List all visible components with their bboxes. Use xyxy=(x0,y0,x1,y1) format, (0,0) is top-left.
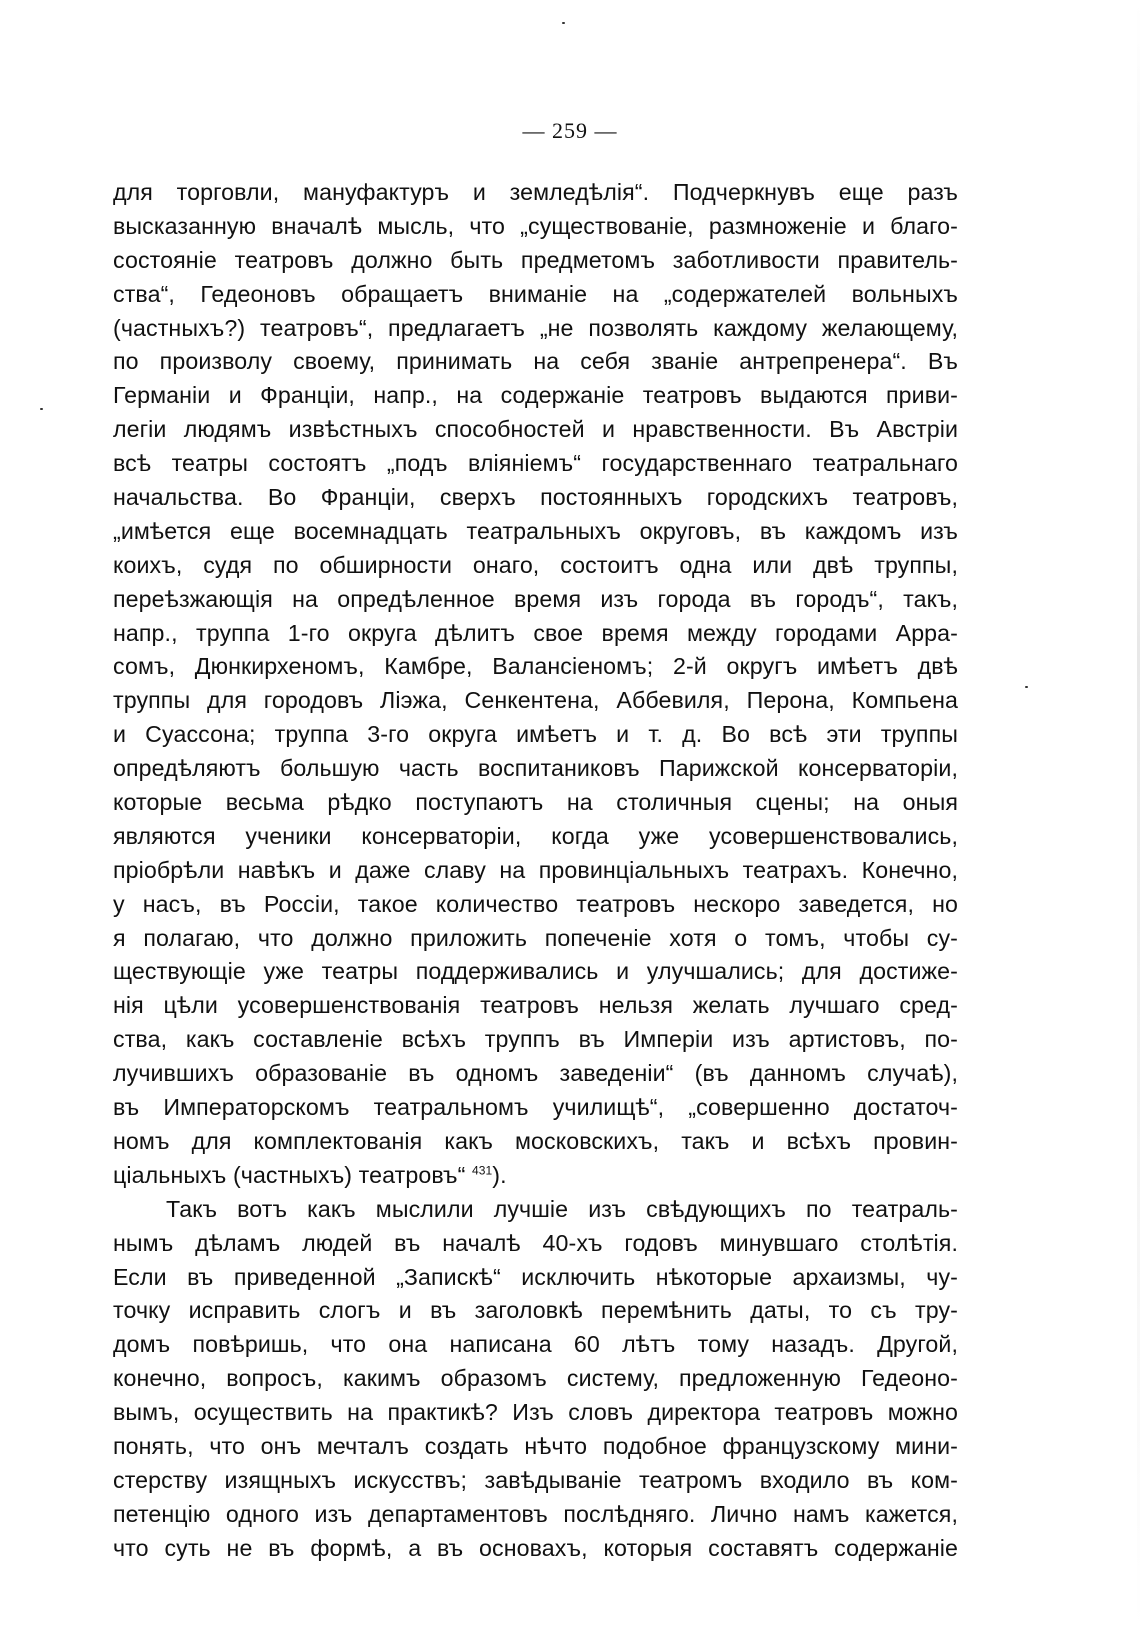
text-line: что суть не въ формѣ, а въ основахъ, которыя составятъ содержаніе xyxy=(113,1534,958,1561)
text-line: петенцію одного изъ департаментовъ послѣдняго. Лично намъ кажется, xyxy=(113,1500,958,1527)
text-line: которые весьма рѣдко поступаютъ на столичныя сцены; на оныя xyxy=(113,789,958,816)
text-line: точку исправить слогъ и въ заголовкѣ перемѣнить даты, то съ тру- xyxy=(113,1297,958,1324)
text-line: понять, что онъ мечталъ создать нѣчто подобное французскому мини- xyxy=(113,1432,958,1459)
text-line-content: ціальныхъ (частныхъ) театровъ“ xyxy=(113,1161,466,1188)
text-line-last xyxy=(113,1159,958,1193)
text-line: нымъ дѣламъ людей въ началѣ 40-хъ годовъ минувшаго столѣтія. xyxy=(113,1229,958,1256)
text-line: легіи людямъ извѣстныхъ способностей и нравственности. Въ Австріи xyxy=(113,416,958,443)
scan-speck xyxy=(1025,686,1028,688)
text-line: у насъ, въ Россіи, такое количество театровъ нескоро заведется, но xyxy=(113,890,958,917)
text-line: ства, какъ составленіе всѣхъ труппъ въ Имперіи изъ артистовъ, по- xyxy=(113,1026,958,1053)
text-line: состояніе театровъ должно быть предметомъ заботливости правитель- xyxy=(113,246,958,273)
text-line: переѣзжающія на опредѣленное время изъ города въ городъ“, такъ, xyxy=(113,585,958,612)
text-line: являются ученики консерваторіи, когда уже усовершенствовались, xyxy=(113,822,958,849)
text-line: нія цѣли усовершенствованія театровъ нельзя желать лучшаго сред- xyxy=(113,992,958,1019)
text-line: лучившихъ образованіе въ одномъ заведеніи“ (въ данномъ случаѣ), xyxy=(113,1060,958,1087)
text-line: домъ повѣришь, что она написана 60 лѣтъ тому назадъ. Другой, xyxy=(113,1331,958,1358)
text-line: я полагаю, что должно приложить попеченіе хотя о томъ, чтобы су- xyxy=(113,924,958,951)
text-line: опредѣляютъ большую часть воспитаниковъ Парижской консерваторіи, xyxy=(113,755,958,782)
text-line: номъ для комплектованія какъ московскихъ, такъ и всѣхъ провин- xyxy=(113,1127,958,1154)
scan-speck xyxy=(40,408,43,410)
text-line: въ Императорскомъ театральномъ училищѣ“, „совершенно достаточ- xyxy=(113,1094,958,1121)
body-text xyxy=(113,176,958,1566)
text-line: по произволу своему, принимать на себя званіе антрепренера“. Въ xyxy=(113,348,958,375)
text-line: высказанную вначалѣ мысль, что „существованіе, размноженіе и благо- xyxy=(113,212,958,239)
scan-speck xyxy=(562,22,565,24)
text-line: вымъ, осуществить на практикѣ? Изъ словъ директора театровъ можно xyxy=(113,1399,958,1426)
paragraph-1 xyxy=(113,176,958,1193)
text-line: конечно, вопросъ, какимъ образомъ систему, предложенную Гедеоно- xyxy=(113,1365,958,1392)
text-line: стерству изящныхъ искусствъ; завѣдываніе театромъ входило въ ком- xyxy=(113,1466,958,1493)
text-line: „имѣется еще восемнадцать театральныхъ округовъ, въ каждомъ изъ xyxy=(113,517,958,544)
text-line: для торговли, мануфактуръ и земледѣлія“. Подчеркнувъ еще разъ xyxy=(113,179,958,205)
text-line-tail: ). xyxy=(492,1161,507,1188)
text-line: начальства. Во Франціи, сверхъ постоянныхъ городскихъ театровъ, xyxy=(113,484,958,511)
text-line: Такъ вотъ какъ мыслили лучшіе изъ свѣдующихъ по театраль- xyxy=(166,1195,958,1222)
footnote-reference: 431 xyxy=(471,1163,493,1178)
text-line: Если въ приведенной „Запискѣ“ исключить нѣкоторые архаизмы, чу- xyxy=(113,1263,958,1290)
text-line: пріобрѣли навѣкъ и даже славу на провинціальныхъ театрахъ. Конечно, xyxy=(113,856,958,883)
text-line: всѣ театры состоятъ „подъ вліяніемъ“ государственнаго театральнаго xyxy=(113,450,958,477)
text-line: (частныхъ?) театровъ“, предлагаетъ „не позволять каждому желающему, xyxy=(113,314,958,341)
text-line: коихъ, судя по обширности онаго, состоитъ одна или двѣ труппы, xyxy=(113,551,958,578)
text-line: ществующіе уже театры поддерживались и улучшались; для достиже- xyxy=(113,958,958,985)
text-line: труппы для городовъ Ліэжа, Сенкентена, Аббевиля, Перона, Компьена xyxy=(113,687,958,714)
text-line: Германіи и Франціи, напр., на содержаніе театровъ выдаются приви- xyxy=(113,382,958,409)
text-line: ства“, Гедеоновъ обращаетъ вниманіе на „содержателей вольныхъ xyxy=(113,280,958,307)
paragraph-2 xyxy=(113,1193,958,1566)
page-number: — 259 — xyxy=(522,118,618,143)
text-line: и Суассона; труппа 3-го округа имѣетъ и т. д. Во всѣ эти труппы xyxy=(113,721,958,748)
text-line: сомъ, Дюнкирхеномъ, Камбре, Валансіеномъ; 2-й округъ имѣетъ двѣ xyxy=(113,653,958,680)
text-line: напр., труппа 1-го округа дѣлитъ свое время между городами Арра- xyxy=(113,619,958,646)
